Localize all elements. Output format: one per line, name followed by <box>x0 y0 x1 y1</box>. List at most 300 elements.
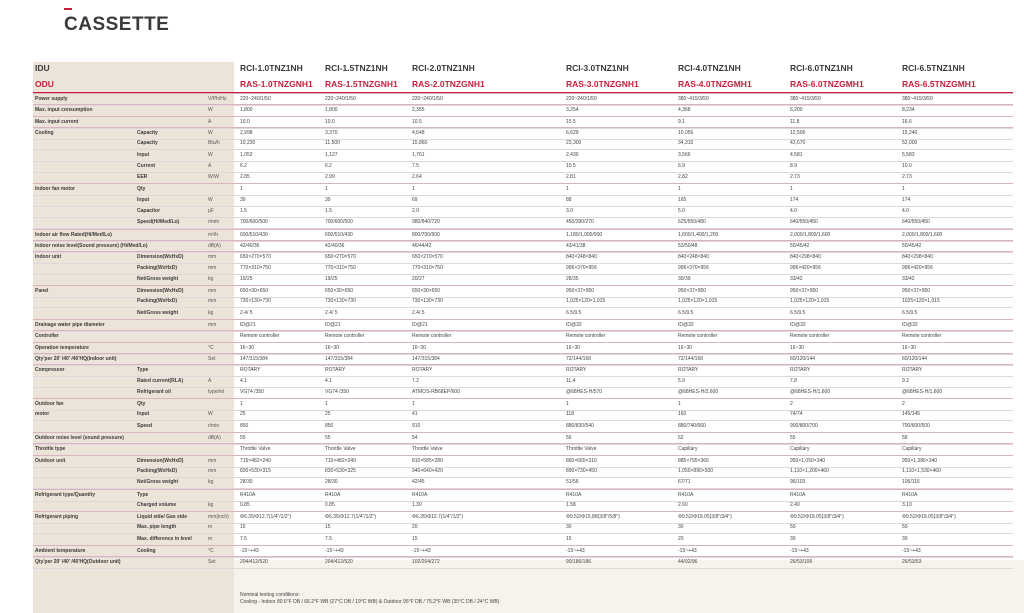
table-cell: 90/186/186 <box>566 559 592 566</box>
row-sublabel: Current <box>137 162 156 169</box>
row-unit: kg <box>208 479 214 486</box>
table-cell: 1.30 <box>412 501 422 508</box>
table-cell: 2.4/ 5 <box>325 309 338 316</box>
footnote-line-2: Cooling - Indoor 80.6°F DB / 66.2°F WB (27°C DB / 19°C WB) & Outdoor 95°F DB / 75.2°F WB (35°C DB / 24°C WB) <box>240 599 500 605</box>
row-sublabel: Packing(WxHxD) <box>137 298 178 305</box>
row-unit: V/Ph/Hz <box>208 96 227 102</box>
row-unit: mm <box>208 264 217 271</box>
table-cell: 30 <box>678 524 684 531</box>
row-unit: W <box>208 411 213 418</box>
table-cell: -15~+43 <box>790 548 809 554</box>
table-cell: @68HES-H/1,600 <box>790 388 831 395</box>
row-unit: Set <box>208 355 216 362</box>
odu-model-name: RAS-4.0TNZGMH1 <box>678 79 752 89</box>
table-cell: 715×482×240 <box>240 457 271 464</box>
idu-model-name: RCI-3.0TNZ1NH <box>566 63 629 73</box>
table-cell: 42/45 <box>412 479 425 486</box>
table-cell: 730×130×730 <box>412 298 443 305</box>
table-cell: 6.5/9.5 <box>790 309 806 316</box>
table-cell: 900/800/700 <box>790 422 818 429</box>
table-cell: Remote controller <box>325 333 365 340</box>
row-sublabel: Input <box>137 196 150 203</box>
table-cell: 147/315/384 <box>240 355 268 362</box>
table-row <box>33 534 1013 546</box>
row-unit: r/min <box>208 219 220 226</box>
row-sublabel: Net/Gross weight <box>137 275 179 282</box>
table-cell: 950×1,386×340 <box>902 457 938 464</box>
row-label: Indoor unit <box>35 254 62 261</box>
table-cell: 730×130×730 <box>325 298 356 305</box>
table-cell: 16~30 <box>566 344 581 351</box>
table-cell: 3.10 <box>902 501 912 508</box>
table-cell: 5.9 <box>678 377 685 384</box>
table-row <box>33 500 1013 512</box>
row-label: Indoor air flow Rated(Hi/Med/Lo) <box>35 231 112 238</box>
table-cell: 16~30 <box>240 344 255 351</box>
table-cell: ROTARY <box>240 367 261 374</box>
table-cell: 5.0 <box>678 208 685 214</box>
table-cell: ID@21 <box>325 322 341 328</box>
table-cell: ROTARY <box>790 367 811 374</box>
table-cell: 25 <box>240 411 246 418</box>
row-sublabel: Net/Gross weight <box>137 479 179 486</box>
row-sublabel: Liquid side/ Gas side <box>137 514 188 521</box>
row-unit: type/ml <box>208 388 225 395</box>
idu-label: IDU <box>35 63 50 73</box>
table-cell: 3,566 <box>678 151 691 158</box>
table-cell: 840×298×840 <box>902 254 933 261</box>
row-unit: mm(inch) <box>208 514 229 521</box>
table-cell: 1 <box>240 401 243 408</box>
table-cell: R410A <box>566 491 582 498</box>
row-unit: A <box>208 118 212 125</box>
table-row <box>33 522 1013 534</box>
table-cell: 72/144/168 <box>678 355 704 362</box>
table-cell: 72/144/168 <box>566 355 592 362</box>
table-cell: 640/550/450 <box>790 219 818 226</box>
table-cell: 160 <box>678 411 687 418</box>
table-cell: ROTARY <box>325 367 346 374</box>
table-cell: 50 <box>902 524 908 531</box>
table-cell: 10.0 <box>902 162 912 169</box>
table-cell: ID@32 <box>566 322 582 328</box>
table-cell: R410A <box>325 491 341 498</box>
table-cell: 950×37×950 <box>790 288 819 295</box>
table-cell: 2,430 <box>566 151 579 158</box>
table-cell: Φ6.35/Φ12.7(1/4"/1/2") <box>325 514 377 521</box>
table-cell: Remote controller <box>902 333 942 340</box>
table-cell: 74/74 <box>790 411 803 418</box>
odu-model-name: RAS-6.5TNZGMH1 <box>902 79 976 89</box>
table-cell: 53/50/48 <box>678 242 698 249</box>
table-cell: VG74 /350 <box>240 388 264 395</box>
odu-label: ODU <box>35 79 54 89</box>
table-cell: 840×298×840 <box>790 254 821 261</box>
table-cell: 2.73 <box>790 174 800 181</box>
table-row <box>33 150 1013 162</box>
table-cell: 380~415/3/50 <box>902 96 933 102</box>
table-cell: 15 <box>240 524 246 531</box>
row-sublabel: Charged volume <box>137 501 177 508</box>
accent-dash <box>64 8 72 10</box>
table-cell: 42/40/36 <box>325 242 345 249</box>
row-label: Outdoor noise level (sound pressure) <box>35 435 124 441</box>
table-cell: 885×795×366 <box>678 457 709 464</box>
table-cell: 69 <box>412 196 418 203</box>
odu-model-name: RAS-6.0TNZGMH1 <box>790 79 864 89</box>
table-cell: 220~240/1/50 <box>325 96 356 102</box>
footnote-line-1: Nominal testing conditions: <box>240 592 300 598</box>
table-cell: 8.9 <box>790 162 797 169</box>
table-cell: 2.60 <box>678 501 688 508</box>
row-unit: °C <box>208 344 214 351</box>
table-cell: 0.85 <box>325 501 335 508</box>
table-cell: R410A <box>790 491 806 498</box>
table-cell: 2,000/1,800/1,600 <box>790 231 831 238</box>
table-cell: Throttle Valve <box>240 446 271 453</box>
row-sublabel: Refrigerant oil <box>137 388 171 395</box>
table-cell: Remote controller <box>790 333 830 340</box>
table-cell: Φ9.52/Φ15.88(3/8"/5/8") <box>566 514 620 521</box>
row-sublabel: Type <box>137 491 149 498</box>
table-cell: 10.0 <box>240 118 250 125</box>
table-cell: 715×482×240 <box>325 457 356 464</box>
table-cell: 1,052 <box>240 151 253 158</box>
table-cell: 43/41/38 <box>566 242 586 249</box>
table-cell: 650×270×570 <box>240 254 271 261</box>
table-cell: 2.0 <box>412 208 419 214</box>
table-cell: @68HES-H/1,600 <box>902 388 943 395</box>
row-label: Panel <box>35 288 49 295</box>
row-sublabel: Packing(WxHxD) <box>137 264 178 271</box>
odu-model-name: RAS-3.0TNZGNH1 <box>566 79 639 89</box>
row-unit: dB(A) <box>208 435 221 441</box>
row-label: Max. input consumption <box>35 107 93 114</box>
table-row <box>33 172 1013 184</box>
table-cell: Remote controller <box>412 333 452 340</box>
table-cell: 60/120/144 <box>790 355 816 362</box>
table-row <box>33 308 1013 320</box>
table-cell: 25 <box>325 411 331 418</box>
table-cell: Φ6.35/Φ12.7(1/4"/1/2") <box>412 514 464 521</box>
table-cell: 1,110×1,200×460 <box>790 467 829 474</box>
idu-model-name: RCI-1.0TNZ1NH <box>240 63 303 73</box>
table-cell: 118 <box>566 411 574 418</box>
table-cell: 56 <box>566 435 572 441</box>
table-cell: 2.85 <box>240 174 250 181</box>
row-label: Power supply <box>35 96 68 102</box>
row-sublabel: Qty <box>137 186 146 193</box>
table-cell: 174 <box>902 196 911 203</box>
row-unit: W/W <box>208 174 219 181</box>
table-cell: 34,310 <box>678 140 694 147</box>
table-cell: 62 <box>678 435 684 441</box>
table-cell: 6,200 <box>790 107 803 114</box>
table-cell: 1025×120×1,015 <box>902 298 940 305</box>
table-cell: 730×130×730 <box>240 298 271 305</box>
table-cell: 850 <box>325 422 334 429</box>
row-sublabel: Input <box>137 411 150 418</box>
table-cell: 11.8 <box>790 118 800 125</box>
table-cell: Throttle Valve <box>325 446 356 453</box>
row-unit: mm <box>208 322 217 328</box>
table-cell: -15~+43 <box>412 548 431 554</box>
table-cell: 55 <box>240 435 246 441</box>
table-cell: ID@32 <box>790 322 806 328</box>
table-cell: 600/510/430 <box>325 231 353 238</box>
table-cell: 2,000/1,800/1,600 <box>902 231 943 238</box>
row-sublabel: Capacity <box>137 140 158 147</box>
table-row <box>33 466 1013 478</box>
table-cell: 1 <box>902 186 905 193</box>
row-unit: m <box>208 535 213 542</box>
row-unit: mm <box>208 457 217 464</box>
table-cell: 19/25 <box>240 275 253 282</box>
table-cell: Remote controller <box>566 333 606 340</box>
table-cell: 6.5/9.5 <box>678 309 694 316</box>
table-cell: 1 <box>678 186 681 193</box>
table-cell: 700/600/500 <box>325 219 353 226</box>
table-cell: R410A <box>902 491 918 498</box>
table-cell: 2.64 <box>412 174 422 181</box>
table-cell: 20 <box>412 524 418 531</box>
row-unit: mm <box>208 467 217 474</box>
table-cell: 7.5 <box>240 535 247 542</box>
table-cell: 3.0 <box>566 208 573 214</box>
table-cell: 204/412/520 <box>325 559 353 566</box>
table-cell: 880/830/540 <box>566 422 594 429</box>
table-cell: 39 <box>325 196 331 203</box>
table-cell: 1,761 <box>412 151 425 158</box>
row-unit: kg <box>208 501 214 508</box>
table-row <box>33 477 1013 489</box>
table-cell: 28/30 <box>325 479 338 486</box>
table-row <box>33 195 1013 207</box>
table-cell: ROTARY <box>678 367 699 374</box>
table-cell: 60/120/144 <box>902 355 928 362</box>
table-cell: @68HES-H/2,600 <box>678 388 719 395</box>
table-cell: 9.1 <box>678 118 685 125</box>
table-cell: 910 <box>412 422 421 429</box>
table-row <box>33 409 1013 421</box>
table-cell: Throttle Valve <box>566 446 597 453</box>
odu-model-name: RAS-1.0TNZGNH1 <box>240 79 313 89</box>
table-cell: 6.2 <box>325 162 332 169</box>
table-cell: 2,355 <box>412 107 425 114</box>
row-unit: kg <box>208 275 214 282</box>
table-cell: 1 <box>790 186 793 193</box>
table-cell: 650×270×570 <box>325 254 356 261</box>
table-cell: 8,234 <box>902 107 915 114</box>
table-cell: 10.0 <box>325 118 335 125</box>
table-cell: 650×30×650 <box>412 288 441 295</box>
table-cell: 940×640×420 <box>412 467 443 474</box>
table-cell: 15 <box>566 535 572 542</box>
table-cell: 2.82 <box>678 174 688 181</box>
footnote <box>240 592 499 606</box>
table-cell: 2.81 <box>566 174 576 181</box>
idu-model-name: RCI-2.0TNZ1NH <box>412 63 475 73</box>
table-cell: @68HES-H/570 <box>566 388 602 395</box>
table-cell: 800/700/600 <box>412 231 440 238</box>
table-cell: 42,670 <box>790 140 806 147</box>
table-cell: 58 <box>902 435 908 441</box>
row-label: Refrigerant type/Quantity <box>35 491 96 498</box>
row-sublabel: Rated current(RLA) <box>137 377 184 384</box>
table-cell: 380~415/3/50 <box>790 96 821 102</box>
table-cell: 67/71 <box>678 479 691 486</box>
table-cell: 26/53/53 <box>902 559 922 566</box>
table-cell: 600/510/430 <box>240 231 268 238</box>
table-cell: 16~30 <box>678 344 693 351</box>
table-cell: 15,240 <box>902 129 918 136</box>
row-unit: μF <box>208 208 214 214</box>
row-label: Cooling <box>35 129 54 136</box>
table-cell: 7.2 <box>412 377 419 384</box>
table-cell: ID@21 <box>240 322 256 328</box>
table-cell: 4,581 <box>790 151 803 158</box>
row-label: Outdoor fan <box>35 401 64 408</box>
table-cell: Remote controller <box>240 333 280 340</box>
table-cell: 6.9 <box>678 162 685 169</box>
table-cell: 1,025×120×1,015 <box>790 298 830 305</box>
table-cell: 46/44/42 <box>412 242 432 249</box>
table-cell: 1.5 <box>325 208 332 214</box>
table-cell: 2 <box>790 401 793 408</box>
table-cell: 96/103 <box>790 479 806 486</box>
row-sublabel: Dimension(WxHxD) <box>137 254 184 261</box>
table-cell: 16~30 <box>902 344 917 351</box>
table-cell: 950×37×950 <box>902 288 931 295</box>
table-cell: 996×420×956 <box>790 264 821 271</box>
table-cell: ROTARY <box>902 367 923 374</box>
table-cell: 770×310×750 <box>240 264 271 271</box>
row-label: Outdoor unit <box>35 457 66 464</box>
table-cell: 1,800 <box>325 107 338 114</box>
table-cell: 20 <box>678 535 684 542</box>
table-cell: 165 <box>678 196 687 203</box>
table-cell: 30 <box>790 535 796 542</box>
row-unit: Set <box>208 559 216 566</box>
row-sublabel: Capacitor <box>137 208 161 214</box>
idu-model-name: RCI-6.0TNZ1NH <box>790 63 853 73</box>
table-cell: -15~+43 <box>325 548 344 554</box>
table-cell: 42/40/36 <box>240 242 260 249</box>
odu-model-name: RAS-2.0TNZGNH1 <box>412 79 485 89</box>
table-cell: 1,180/1,000/900 <box>566 231 603 238</box>
row-sublabel: Max. pipe length <box>137 524 177 531</box>
table-row <box>33 263 1013 275</box>
table-cell: ROTARY <box>566 367 587 374</box>
table-cell: 7.8 <box>790 377 797 384</box>
table-cell: 41 <box>412 411 418 418</box>
row-unit: W <box>208 196 213 203</box>
table-cell: 380~415/3/50 <box>678 96 709 102</box>
table-row <box>33 206 1013 218</box>
table-cell: Φ9.52/Φ19.05(3/8"/3/4") <box>902 514 956 521</box>
row-label: Operation temperature <box>35 344 89 351</box>
row-unit: dB(A) <box>208 242 221 249</box>
table-cell: 7.5 <box>412 162 419 169</box>
table-cell: 28/35 <box>566 275 579 282</box>
table-cell: 15 <box>412 535 418 542</box>
table-cell: 0.85 <box>240 501 250 508</box>
table-cell: 850 <box>240 422 249 429</box>
table-cell: 23,300 <box>566 140 582 147</box>
table-cell: 810×585×280 <box>412 457 443 464</box>
table-cell: 996×370×956 <box>566 264 597 271</box>
idu-model-name: RCI-6.5TNZ1NH <box>902 63 965 73</box>
table-cell: ROTARY <box>412 367 433 374</box>
page-title: CASSETTE <box>64 14 170 35</box>
table-cell: 1,600/1,400/1,200 <box>678 231 719 238</box>
table-cell: 6.5/9.5 <box>566 309 582 316</box>
table-cell: 2,998 <box>240 129 253 136</box>
row-label: Indoor noise level(Sound pressure) (Hi/Med/Lo) <box>35 242 148 249</box>
table-cell: 16~30 <box>325 344 340 351</box>
row-sublabel: Cooling <box>137 548 156 554</box>
row-unit: A <box>208 162 212 169</box>
table-cell: ID@21 <box>412 322 428 328</box>
row-sublabel: Type <box>137 367 149 374</box>
row-label: Throttle type <box>35 446 66 453</box>
row-label: Ambient temperature <box>35 548 86 554</box>
table-cell: 50 <box>790 524 796 531</box>
table-cell: 650×30×650 <box>240 288 269 295</box>
table-cell: 1 <box>325 401 328 408</box>
table-cell: 147/315/384 <box>412 355 440 362</box>
row-unit: W <box>208 129 213 136</box>
table-cell: 39 <box>240 196 246 203</box>
row-label: Qty'per 20' /40' /40'HQ(Outdoor unit) <box>35 559 121 566</box>
table-cell: 147/315/384 <box>325 355 353 362</box>
table-cell: 30/39 <box>678 275 691 282</box>
table-row <box>33 376 1013 388</box>
table-cell: Φ9.52/Φ19.05(3/8"/3/4") <box>678 514 732 521</box>
row-sublabel: Dimension(WxHxD) <box>137 457 184 464</box>
table-row <box>33 296 1013 308</box>
table-cell: 106/116 <box>902 479 920 486</box>
table-cell: 1.58 <box>566 501 576 508</box>
row-unit: mm <box>208 298 217 305</box>
table-row <box>33 421 1013 433</box>
table-cell: 6,629 <box>566 129 579 136</box>
table-cell: 52,000 <box>902 140 918 147</box>
table-cell: 996×420×956 <box>902 264 933 271</box>
table-cell: 9.2 <box>902 377 909 384</box>
table-row <box>33 274 1013 286</box>
row-label: Refrigerant piping <box>35 514 79 521</box>
row-unit: mm <box>208 288 217 295</box>
table-cell: Capillary <box>790 446 810 453</box>
table-row <box>33 217 1013 229</box>
row-sublabel: Dimension(WxHxD) <box>137 288 184 295</box>
table-cell: 30 <box>902 535 908 542</box>
table-cell: 1 <box>678 401 681 408</box>
table-cell: 16~30 <box>790 344 805 351</box>
row-label: Compressor <box>35 367 65 374</box>
table-cell: 3,370 <box>325 129 338 136</box>
row-unit: m³/h <box>208 231 218 238</box>
table-cell: Φ6.35/Φ12.7(1/4"/1/2") <box>240 514 292 521</box>
table-cell: -15~+43 <box>902 548 921 554</box>
table-cell: -15~+43 <box>678 548 697 554</box>
table-cell: 1 <box>240 186 243 193</box>
table-cell: 26/53/106 <box>790 559 813 566</box>
table-cell: Throttle Valve <box>412 446 443 453</box>
table-cell: 55 <box>790 435 796 441</box>
row-unit: W <box>208 107 213 114</box>
